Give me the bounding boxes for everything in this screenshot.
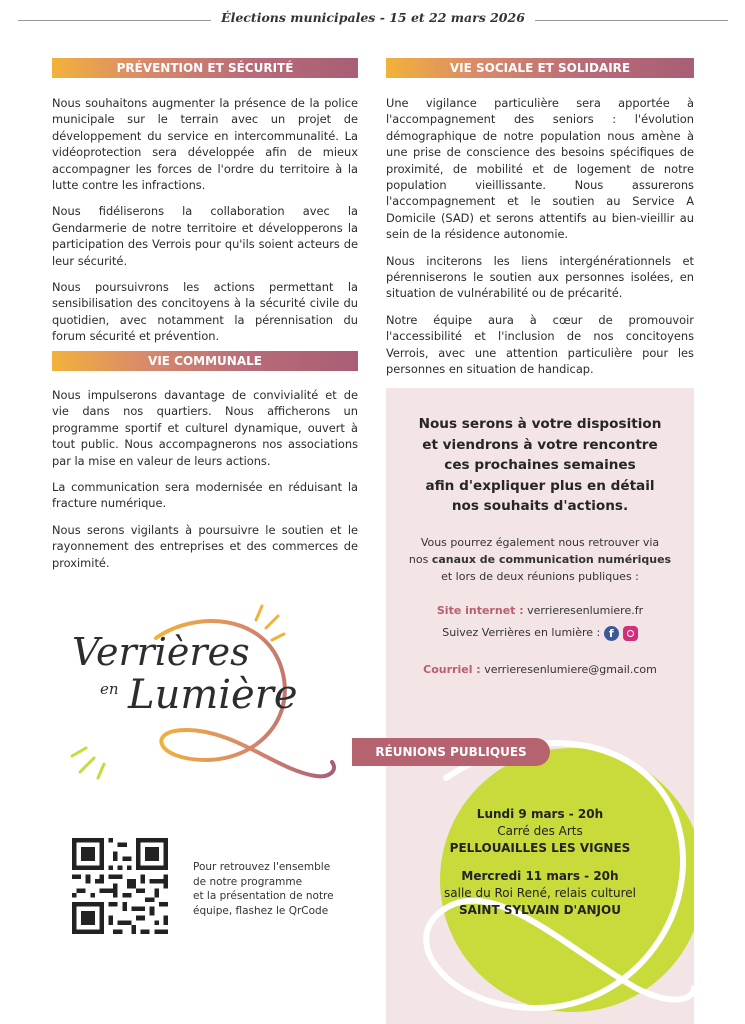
verrieres-logo	[46, 600, 336, 800]
communale-paragraph: Nous serons vigilants à poursuivre le soutien et le rayonnement des entreprises et des commerces de proximité.	[52, 522, 358, 570]
contact-lead-line: et viendrons à votre rencontre	[422, 436, 658, 453]
sociale-paragraph: Notre équipe aura à cœur de promouvoir l'accessibilité et l'inclusion de nos concitoyens Verrois, avec une attention particulière pour les personnes en situation de handicap.	[386, 312, 694, 377]
social-line	[386, 624, 694, 641]
section-title-communale: VIE COMMUNALE	[52, 351, 358, 371]
page-title: Élections municipales - 15 et 22 mars 2026	[221, 10, 525, 25]
meeting-date: Lundi 9 mars - 20h	[476, 807, 604, 821]
logo-word-verrieres: Verrières	[72, 630, 250, 674]
meeting-date: Mercredi 11 mars - 20h	[461, 869, 619, 883]
communale-paragraph: Nous impulserons davantage de convivialité et de vie dans nos quartiers. Nous afficherons un programme sportif et culturel dynamique, ouvert à tout public. Nous accompagnerons nos associations par la mise en valeur de leurs actions.	[52, 388, 358, 468]
qr-caption-line: et la présentation de notre	[193, 890, 334, 902]
qr-caption-line: de notre programme	[193, 875, 303, 888]
digital-channels: canaux de communication numériques	[431, 553, 672, 566]
sociale-paragraph: Une vigilance particulière sera apportée à l'accompagnement des seniors : l'évolution démographique de notre population nous amène à une prise de conscience des besoins spécifiques de proximité, de mobilité et de logement de notre population vieillissante. Nous assurerons l'accompagnement et le soutien au Service A Domicile (SAD) et serons attentifs au bien-vieillir au sein de la résidence autonomie.	[386, 96, 694, 242]
logo-word-lumiere: Lumière	[128, 672, 298, 718]
qr-caption-line: équipe, flashez le QrCode	[193, 904, 329, 917]
qr-caption-line: Pour retrouvez l'ensemble	[193, 861, 331, 873]
contact-lead-line: ces prochaines semaines	[444, 457, 636, 473]
email-label: Courriel :	[423, 663, 481, 676]
email-link[interactable]: verrieresenlumiere@gmail.com	[484, 663, 657, 676]
contact-info	[386, 534, 694, 585]
prevention-paragraph: Nous souhaitons augmenter la présence de la police municipale sur le terrain avec un projet de développement du service en intercommunalité. La vidéoprotection sera développée afin de mieux accompagner les forces de l'ordre du territoire à la lutte contre les infractions.	[52, 96, 358, 193]
contact-lead-line: afin d'expliquer plus en détail	[425, 477, 655, 494]
email-line	[386, 661, 694, 678]
instagram-icon[interactable]	[623, 626, 638, 641]
website-link[interactable]: verrieresenlumiere.fr	[527, 604, 644, 617]
page-header	[18, 10, 728, 30]
meeting-venue: salle du Roi René, relais culturel	[444, 886, 636, 900]
contact-info-line: Vous pourrez également nous retrouver via	[420, 536, 660, 549]
section-title-sociale: VIE SOCIALE ET SOLIDAIRE	[386, 58, 694, 78]
follow-label: Suivez Verrières en lumière :	[442, 626, 601, 639]
website-label: Site internet :	[436, 604, 524, 617]
contact-lead-line: Nous serons à votre disposition	[418, 416, 662, 432]
contact-info-line: et lors de deux réunions publiques :	[441, 570, 639, 583]
section-title-prevention: PRÉVENTION ET SÉCURITÉ	[52, 58, 358, 78]
meeting-venue: Carré des Arts	[497, 824, 583, 838]
contact-lead-line: nos souhaits d'actions.	[451, 498, 629, 514]
logo-word-en: en	[100, 680, 119, 698]
contact-panel	[386, 388, 694, 1024]
qr-caption	[193, 860, 353, 918]
website-line	[386, 602, 694, 619]
communale-text	[52, 387, 358, 581]
meeting-2	[386, 868, 694, 919]
meeting-1	[386, 806, 694, 857]
meeting-city: SAINT SYLVAIN D'ANJOU	[459, 903, 621, 917]
contact-lead	[386, 414, 694, 517]
prevention-paragraph: Nous poursuivrons les actions permettant la sensibilisation des concitoyens à la sécurité civile du quotidien, avec notamment la pérennisation du forum sécurité et prévention.	[52, 280, 358, 344]
sociale-paragraph: Nous inciterons les liens intergénérationnels et pérenniserons le soutien aux personnes isolées, en situation de vulnérabilité ou de précarité.	[386, 253, 694, 301]
facebook-icon[interactable]: f	[604, 626, 619, 641]
qr-code[interactable]	[72, 838, 168, 934]
prevention-paragraph: Nous fidéliserons la collaboration avec la Gendarmerie de notre territoire et développerons la participation des Verrois pour qu'ils soient acteurs de leur sécurité.	[52, 204, 358, 268]
reunions-title: RÉUNIONS PUBLIQUES	[352, 738, 550, 766]
header-rule-right	[535, 20, 728, 21]
communale-paragraph: La communication sera modernisée en réduisant la fracture numérique.	[52, 480, 358, 511]
contact-info-line: nos canaux de communication numériques	[408, 553, 672, 566]
prevention-text	[52, 95, 358, 355]
sociale-text	[386, 95, 694, 388]
meeting-city: PELLOUAILLES LES VIGNES	[449, 841, 631, 855]
